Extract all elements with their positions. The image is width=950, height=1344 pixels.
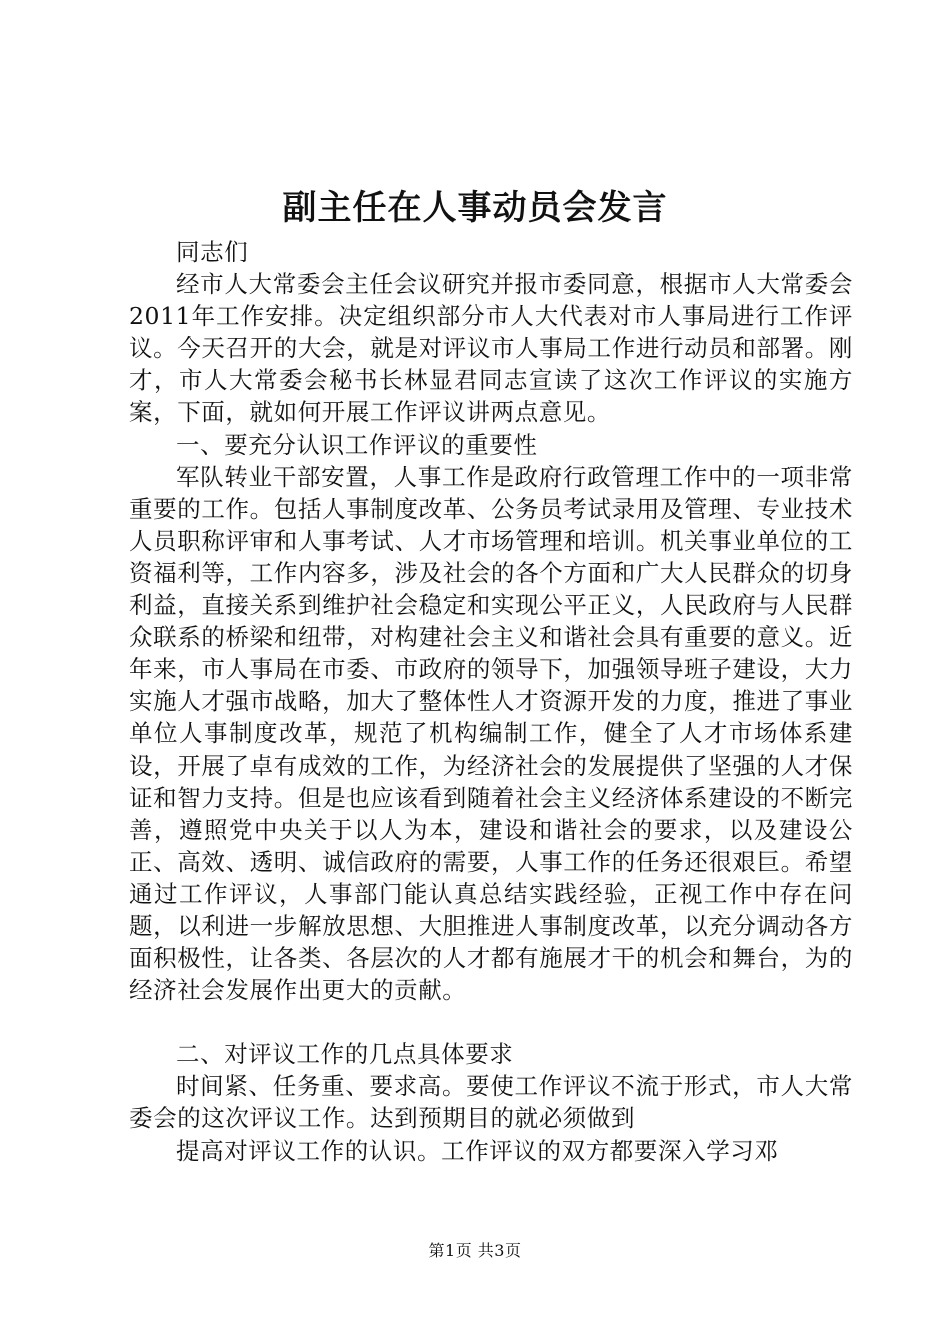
salutation: 同志们 (176, 238, 249, 266)
body-paragraph: 经市人大常委会主任会议研究并报市委同意，根据市人大常委会2011年工作安排。决定组织部分市人大代表对市人事局进行工作评议。今天召开的大会，就是对评议市人事局工作进行动员和部署。刚才，市人大常委会秘书长林显君同志宣读了这次工作评议的实施方案，下面，就如何开展工作评议讲两点意见。 (129, 270, 853, 427)
page-number: 第1页 共3页 (428, 1241, 522, 1260)
body-paragraph: 军队转业干部安置，人事工作是政府行政管理工作中的一项非常重要的工作。包括人事制度改革、公务员考试录用及管理、专业技术人员职称评审和人事考试、人才市场管理和培训。机关事业单位的工资福利等，工作内容多，涉及社会的各个方面和广大人民群众的切身利益，直接关系到维护社会稳定和实现公平正义，人民政府与人民群众联系的桥梁和纽带，对构建社会主义和谐社会具有重要的意义。近年来，市人事局在市委、市政府的领导下，加强领导班子建设，大力实施人才强市战略，加大了整体性人才资源开发的力度，推进了事业单位人事制度改革，规范了机构编制工作，健全了人才市场体系建设，开展了卓有成效的工作，为经济社会的发展提供了坚强的人才保证和智力支持。但是也应该看到随着社会主义经济体系建设的不断完善，遵照党中央关于以人为本，建设和谐社会的要求，以及建设公正、高效、透明、诚信政府的需要，人事工作的任务还很艰巨。希望通过工作评议，人事部门能认真总结实践经验，正视工作中存在问题，以利进一步解放思想、大胆推进人事制度改革，以充分调动各方面积极性，让各类、各层次的人才都有施展才干的机会和舞台，为的经济社会发展作出更大的贡献。 (129, 462, 853, 1005)
body-paragraph: 提高对评议工作的认识。工作评议的双方都要深入学习邓 (176, 1136, 779, 1165)
document-body (129, 236, 853, 1167)
document-title: 副主任在人事动员会发言 (282, 188, 668, 228)
section-heading: 二、对评议工作的几点具体要求 (176, 1040, 514, 1069)
body-paragraph: 时间紧、任务重、要求高。要使工作评议不流于形式，市人大常委会的这次评议工作。达到预期目的就必须做到 (129, 1072, 853, 1133)
section-heading: 一、要充分认识工作评议的重要性 (176, 430, 538, 459)
